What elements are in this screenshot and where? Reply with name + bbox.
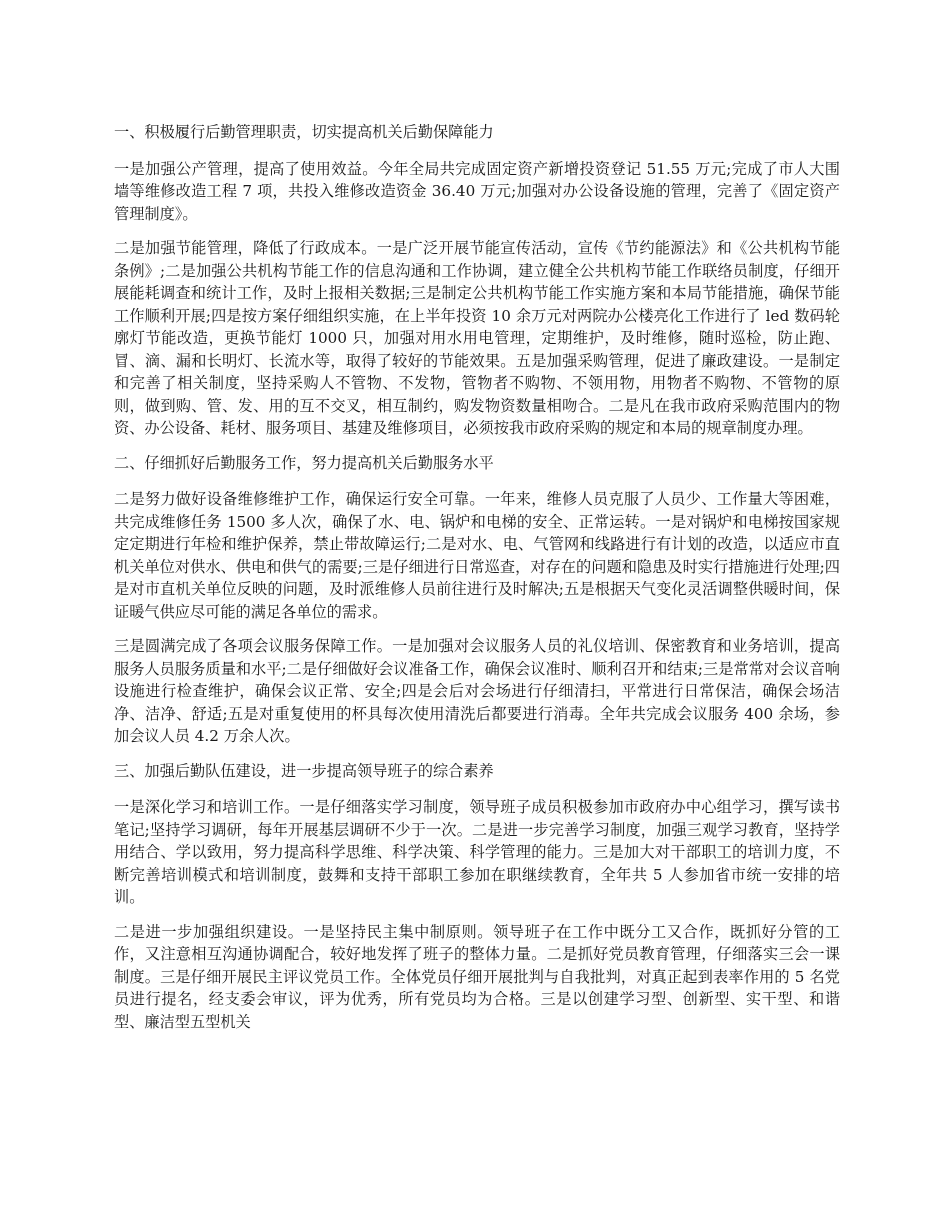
paragraph-energy-saving: 二是加强节能管理，降低了行政成本。一是广泛开展节能宣传活动，宣传《节约能源法》和《公共机构节能条例》;二是加强公共机构节能工作的信息沟通和工作协调，建立健全公共机构节能工作联络员制度，仔细开展能耗调查和统计工作，及时上报相关数据;三是制定公共机构节能工作实施方案和本局节能措施，确保节能工作顺利开展;四是按方案仔细组织实施，在上半年投资 10 余万元对两院办公楼亮化工作进行了 led 数码轮廓灯节能改造，更换节能灯 1000 只，加强对用水用电管理，定期维护，及时维修，随时巡检，防止跑、冒、滴、漏和长明灯、长流水等，取得了较好的节能效果。五是加强采购管理，促进了廉政建设。一是制定和完善了相关制度，坚持采购人不管物、不发物，管物者不购物、不领用物，用物者不购物、不管物的原则，做到购、管、发、用的互不交叉，相互制约，购发物资数量相吻合。二是凡在我市政府采购范围内的物资、办公设备、耗材、服务项目、基建及维修项目，必须按我市政府采购的规定和本局的规章制度办理。 — [114, 239, 840, 437]
section-heading-2: 二、仔细抓好后勤服务工作，努力提高机关后勤服务水平 — [114, 453, 494, 472]
paragraph-equipment-maintenance: 二是努力做好设备维修维护工作，确保运行安全可靠。一年来，维修人员克服了人员少、工作量大等困难，共完成维修任务 1500 多人次，确保了水、电、锅炉和电梯的安全、正常运转。一是对锅炉和电梯按国家规定定期进行年检和维护保养，禁止带故障运行;二是对水、电、气管网和线路进行有计划的改造，以适应市直机关单位对供水、供电和供气的需要;三是仔细进行日常巡查，对存在的问题和隐患及时实行措施进行处理;四是对市直机关单位反映的问题，及时派维修人员前往进行及时解决;五是根据天气变化灵活调整供暖时间，保证暖气供应尽可能的满足各单位的需求。 — [114, 490, 840, 621]
paragraph-asset-management: 一是加强公产管理，提高了使用效益。今年全局共完成固定资产新增投资登记 51.55 万元;完成了市人大围墙等维修改造工程 7 项，共投入维修改造资金 36.40 万元;加强对办公设备设施的管理，完善了《固定资产管理制度》。 — [114, 159, 840, 223]
section-heading-3: 三、加强后勤队伍建设，进一步提高领导班子的综合素养 — [114, 761, 494, 780]
paragraph-meeting-service: 三是圆满完成了各项会议服务保障工作。一是加强对会议服务人员的礼仪培训、保密教育和业务培训，提高服务人员服务质量和水平;二是仔细做好会议准备工作，确保会议准时、顺利召开和结束;三是常常对会议音响设施进行检查维护，确保会议正常、安全;四是会后对会场进行仔细清扫，平常进行日常保洁，确保会场洁净、洁净、舒适;五是对重复使用的杯具每次使用清洗后都要进行消毒。全年共完成会议服务 400 余场，参加会议人员 4.2 万余人次。 — [114, 637, 840, 745]
paragraph-study-training: 一是深化学习和培训工作。一是仔细落实学习制度，领导班子成员积极参加市政府办中心组学习，撰写读书笔记;坚持学习调研，每年开展基层调研不少于一次。二是进一步完善学习制度，加强三观学习教育，坚持学用结合、学以致用，努力提高科学思维、科学决策、科学管理的能力。三是加大对干部职工的培训力度，不断完善培训模式和培训制度，鼓舞和支持干部职工参加在职继续教育，全年共 5 人参加省市统一安排的培训。 — [114, 798, 840, 906]
document-page — [114, 121, 840, 1045]
section-heading-1: 一、积极履行后勤管理职责，切实提高机关后勤保障能力 — [114, 123, 494, 141]
paragraph-organization-building: 二是进一步加强组织建设。一是坚持民主集中制原则。领导班子在工作中既分工又合作，既抓好分管的工作，又注意相互沟通协调配合，较好地发挥了班子的整体力量。二是抓好党员教育管理，仔细落实三会一课制度。三是仔细开展民主评议党员工作。全体党员仔细开展批判与自我批判，对真正起到表率作用的 5 名党员进行提名，经支委会审议，评为优秀，所有党员均为合格。三是以创建学习型、创新型、实干型、和谐型、廉洁型五型机关 — [114, 922, 840, 1031]
